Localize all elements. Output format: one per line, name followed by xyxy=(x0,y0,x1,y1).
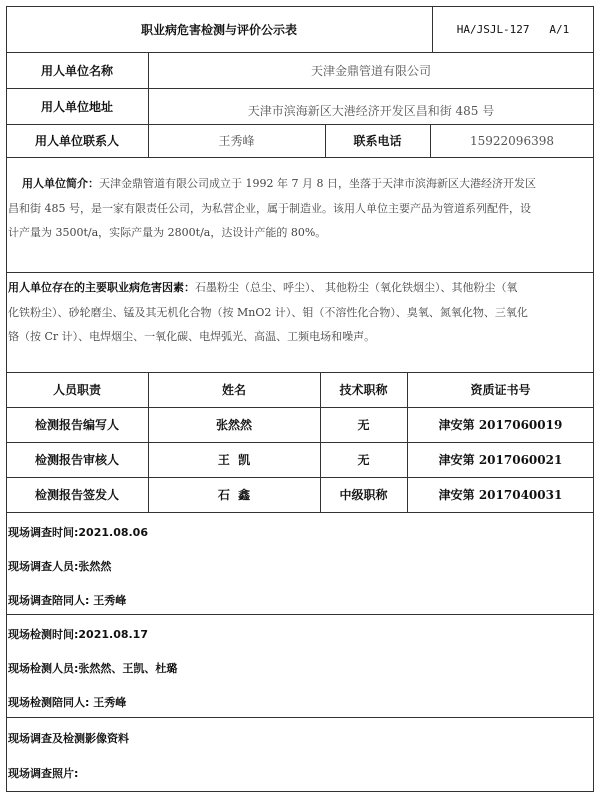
hazard-line: 铬（按 Cr 计）、电焊烟尘、一氧化碳、电焊弧光、高温、工频电场和噪声。 xyxy=(8,330,376,343)
employer-address-label: 用人单位地址 xyxy=(40,99,113,114)
table-header-title: 技术职称 xyxy=(339,383,388,397)
table-header-name: 姓名 xyxy=(221,383,246,397)
row-divider xyxy=(6,157,594,158)
hazard-line: 化铁粉尘）、砂轮磨尘、锰及其无机化合物（按 MnO2 计）、钼（不溶性化合物）、臭氧、氮氧化物、三氧化 xyxy=(8,305,528,319)
intro-line: 计产量为 3500t/a，实际产量为 2800t/a，达设计产能的 80%。 xyxy=(8,226,327,239)
row-divider xyxy=(6,614,594,615)
table-cell-role: 检测报告编写人 xyxy=(34,418,119,432)
table-cell-role: 检测报告审核人 xyxy=(34,453,119,467)
row-divider xyxy=(6,717,594,718)
form-title: 职业病危害检测与评价公示表 xyxy=(140,22,297,37)
table-cell-title: 中级职称 xyxy=(339,488,388,502)
employer-name-label: 用人单位名称 xyxy=(40,63,113,78)
table-cell-certificate: 津安第 2017040031 xyxy=(438,488,563,502)
survey-companion: 现场调查陪同人: 王秀峰 xyxy=(8,594,127,607)
employer-contact-label: 用人单位联系人 xyxy=(34,134,119,148)
testing-time: 现场检测时间:2021.08.17 xyxy=(8,628,148,641)
table-cell-certificate: 津安第 2017060021 xyxy=(438,453,563,467)
table-cell-name: 张然然 xyxy=(215,418,252,432)
intro-label: 用人单位简介： xyxy=(22,177,99,190)
media-title: 现场调查及检测影像资料 xyxy=(8,732,129,745)
hazard-line: 石墨粉尘（总尘、呼尘）、 其他粉尘（氧化铁烟尘）、其他粉尘（氧 xyxy=(195,281,518,294)
table-cell-certificate: 津安第 2017060019 xyxy=(438,418,563,432)
employer-intro xyxy=(8,172,592,246)
intro-line: 天津金鼎管道有限公司成立于 1992 年 7 月 8 日，坐落于天津市滨海新区大港经济开发区 xyxy=(99,177,536,190)
testing-staff: 现场检测人员:张然然、王凯、杜璐 xyxy=(8,662,178,675)
row-divider xyxy=(6,272,594,273)
table-header-certificate: 资质证书号 xyxy=(470,383,531,397)
table-cell-name: 王 凯 xyxy=(217,453,251,467)
hazard-factors xyxy=(8,276,592,350)
employer-phone-label: 联系电话 xyxy=(353,134,402,148)
document-code: HA/JSJL-127 A/1 xyxy=(456,22,570,36)
employer-address-value: 天津市滨海新区大港经济开发区昌和街 485 号 xyxy=(247,103,495,118)
table-cell-title: 无 xyxy=(357,453,370,467)
table-header-role: 人员职责 xyxy=(52,383,101,397)
employer-phone-value: 15922096398 xyxy=(470,133,554,148)
table-cell-title: 无 xyxy=(357,418,370,432)
hazard-label: 用人单位存在的主要职业病危害因素： xyxy=(8,281,195,294)
employer-name-value: 天津金鼎管道有限公司 xyxy=(310,63,431,78)
survey-time: 现场调查时间:2021.08.06 xyxy=(8,526,148,539)
table-cell-name: 石 鑫 xyxy=(217,488,251,502)
intro-line: 昌和街 485 号，是一家有限责任公司，为私营企业，属于制造业。该用人单位主要产品为管道系列配件，设 xyxy=(8,201,531,215)
table-cell-role: 检测报告签发人 xyxy=(34,488,119,502)
survey-staff: 现场调查人员:张然然 xyxy=(8,560,112,573)
photos-label: 现场调查照片: xyxy=(8,767,79,780)
employer-contact-value: 王秀峰 xyxy=(218,134,255,148)
testing-companion: 现场检测陪同人: 王秀峰 xyxy=(8,696,127,709)
row-divider xyxy=(6,512,594,513)
